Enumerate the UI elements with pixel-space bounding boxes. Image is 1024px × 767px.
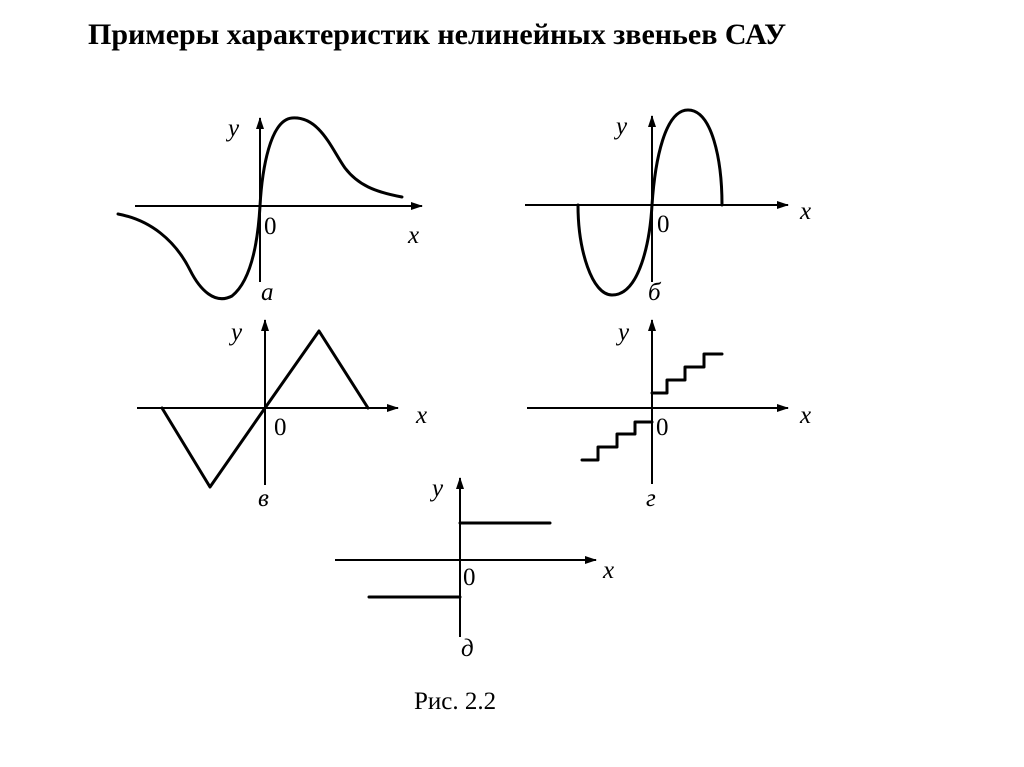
panel-a <box>118 115 422 306</box>
panel-caption: в <box>258 485 269 512</box>
origin-label: 0 <box>656 414 669 441</box>
origin-label: 0 <box>463 564 476 591</box>
figure-caption: Рис. 2.2 <box>414 688 497 715</box>
staircase-lower <box>582 422 652 460</box>
origin-label: 0 <box>264 213 277 240</box>
y-axis-label: y <box>618 319 630 346</box>
y-axis-label: y <box>616 113 628 140</box>
panel-g <box>527 319 811 512</box>
x-axis-label: x <box>416 402 428 429</box>
panel-b <box>525 110 811 306</box>
page-title: Примеры характеристик нелинейных звеньев САУ <box>88 18 787 51</box>
panel-caption: д <box>461 635 474 662</box>
origin-label: 0 <box>657 211 670 238</box>
panel-caption: г <box>646 485 656 512</box>
x-axis-label: x <box>800 402 812 429</box>
y-axis-label: y <box>228 115 240 142</box>
panel-caption: а <box>261 279 274 306</box>
staircase-upper <box>652 354 722 393</box>
origin-label: 0 <box>274 414 287 441</box>
panel-caption: б <box>648 279 661 306</box>
x-axis-label: x <box>800 198 812 225</box>
y-axis-label: y <box>432 475 444 502</box>
panel-v <box>137 319 427 512</box>
x-axis-label: x <box>408 222 420 249</box>
characteristic-curve <box>578 110 722 295</box>
panel-d <box>335 475 614 662</box>
x-axis-label: x <box>603 557 615 584</box>
y-axis-label: y <box>231 319 243 346</box>
